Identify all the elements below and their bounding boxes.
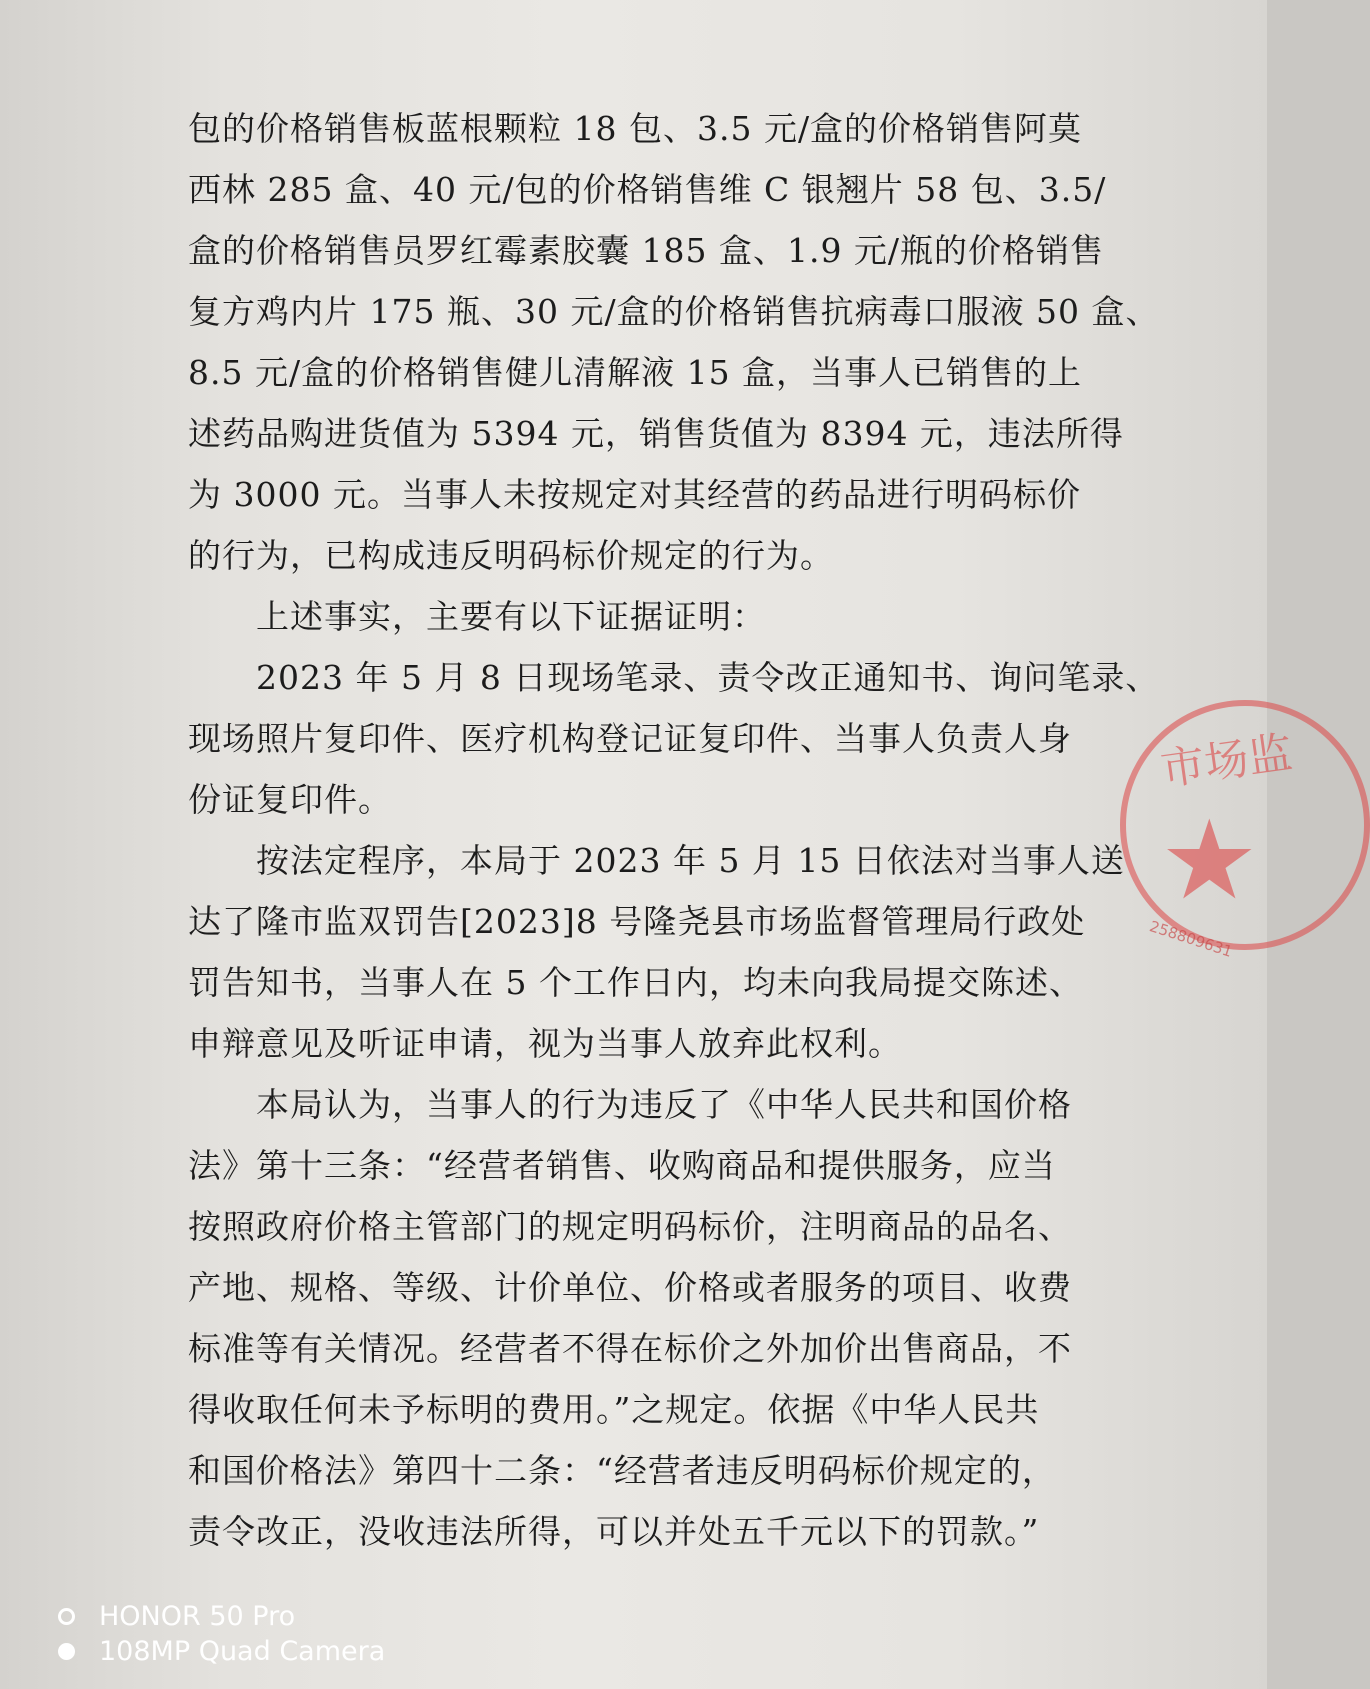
body-line: 标准等有关情况。经营者不得在标价之外加价出售商品，不 — [188, 1329, 1072, 1368]
body-line: 责令改正，没收违法所得，可以并处五千元以下的罚款。” — [188, 1512, 1040, 1551]
body-line: 现场照片复印件、医疗机构登记证复印件、当事人负责人身 — [188, 719, 1072, 758]
body-line: 西林 285 盒、40 元/包的价格销售维 C 银翘片 58 包、3.5/ — [188, 170, 1107, 209]
official-seal-text: 市场监 — [1157, 727, 1296, 796]
body-line: 按法定程序，本局于 2023 年 5 月 15 日依法对当事人送 — [256, 841, 1125, 880]
body-line: 产地、规格、等级、计价单位、价格或者服务的项目、收费 — [188, 1268, 1072, 1307]
seal-star-icon: ★ — [1160, 796, 1259, 924]
body-line: 的行为，已构成违反明码标价规定的行为。 — [188, 536, 834, 575]
body-line: 按照政府价格主管部门的规定明码标价，注明商品的品名、 — [188, 1207, 1072, 1246]
body-line: 本局认为，当事人的行为违反了《中华人民共和国价格 — [256, 1085, 1072, 1124]
body-line: 包的价格销售板蓝根颗粒 18 包、3.5 元/盒的价格销售阿莫 — [188, 109, 1083, 148]
watermark-model-text: HONOR 50 Pro — [99, 1601, 296, 1632]
camera-watermark-model — [58, 1601, 295, 1632]
body-line: 为 3000 元。当事人未按规定对其经营的药品进行明码标价 — [188, 475, 1081, 514]
dot-icon — [58, 1643, 75, 1660]
body-line: 2023 年 5 月 8 日现场笔录、责令改正通知书、询问笔录、 — [256, 658, 1160, 697]
body-line: 份证复印件。 — [188, 780, 392, 819]
body-line: 和国价格法》第四十二条：“经营者违反明码标价规定的， — [188, 1451, 1056, 1490]
ring-icon — [58, 1608, 75, 1625]
body-line: 盒的价格销售员罗红霉素胶囊 185 盒、1.9 元/瓶的价格销售 — [188, 231, 1105, 270]
body-line: 8.5 元/盒的价格销售健儿清解液 15 盒，当事人已销售的上 — [188, 353, 1083, 392]
watermark-camera-text: 108MP Quad Camera — [99, 1636, 386, 1667]
camera-watermark-camera — [58, 1636, 385, 1667]
body-line: 述药品购进货值为 5394 元，销售货值为 8394 元，违法所得 — [188, 414, 1124, 453]
body-line: 达了隆市监双罚告[2023]8 号隆尧县市场监督管理局行政处 — [188, 902, 1086, 941]
body-line: 复方鸡内片 175 瓶、30 元/盒的价格销售抗病毒口服液 50 盒、 — [188, 292, 1160, 331]
official-seal-code: 258809631 — [1147, 917, 1235, 961]
body-line: 罚告知书，当事人在 5 个工作日内，均未向我局提交陈述、 — [188, 963, 1083, 1002]
body-line: 上述事实，主要有以下证据证明： — [256, 597, 766, 636]
body-line: 法》第十三条：“经营者销售、收购商品和提供服务，应当 — [188, 1146, 1056, 1185]
body-line: 得收取任何未予标明的费用。”之规定。依据《中华人民共 — [188, 1390, 1040, 1429]
body-line: 申辩意见及听证申请，视为当事人放弃此权利。 — [188, 1024, 902, 1063]
